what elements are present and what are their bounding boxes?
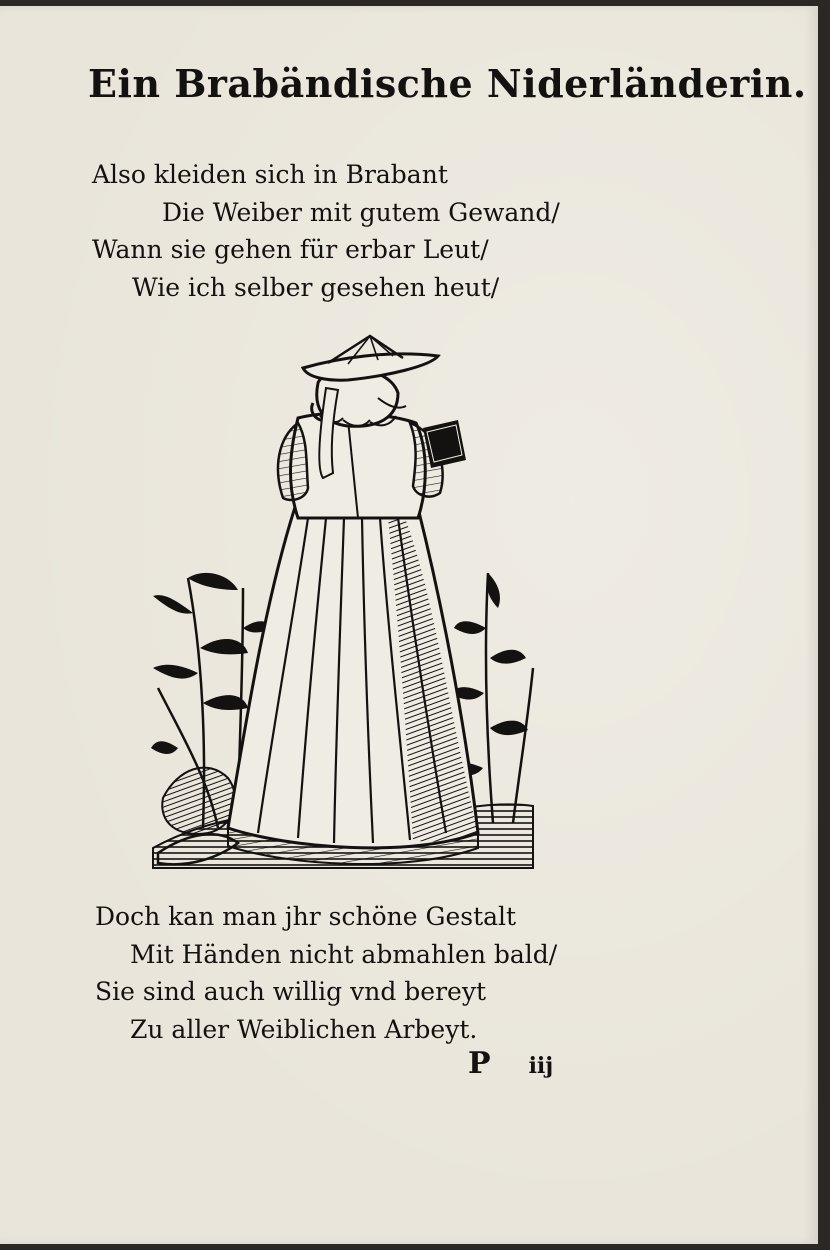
woodcut-illustration <box>148 328 538 873</box>
verse-line: Sie sind auch willig vnd bereyt <box>95 977 487 1006</box>
verse-top <box>92 156 560 306</box>
signature-number: iij <box>528 1053 554 1079</box>
verse-line: Wann sie gehen für erbar Leut/ <box>92 235 489 264</box>
verse-line: Die Weiber mit gutem Gewand/ <box>162 197 560 227</box>
page-title: Ein Brabändische Niderländerin. <box>88 61 807 106</box>
verse-line: Doch kan man jhr schöne Gestalt <box>95 902 517 931</box>
verse-bottom <box>95 898 557 1048</box>
signature-letter: P <box>468 1046 491 1081</box>
book-page <box>0 6 818 1244</box>
verse-line: Zu aller Weiblichen Arbeyt. <box>130 1014 478 1044</box>
signature-mark <box>468 1046 553 1081</box>
verse-line: Mit Händen nicht abmahlen bald/ <box>130 939 558 969</box>
verse-line: Wie ich selber gesehen heut/ <box>132 272 500 302</box>
verse-line: Also kleiden sich in Brabant <box>92 160 448 189</box>
